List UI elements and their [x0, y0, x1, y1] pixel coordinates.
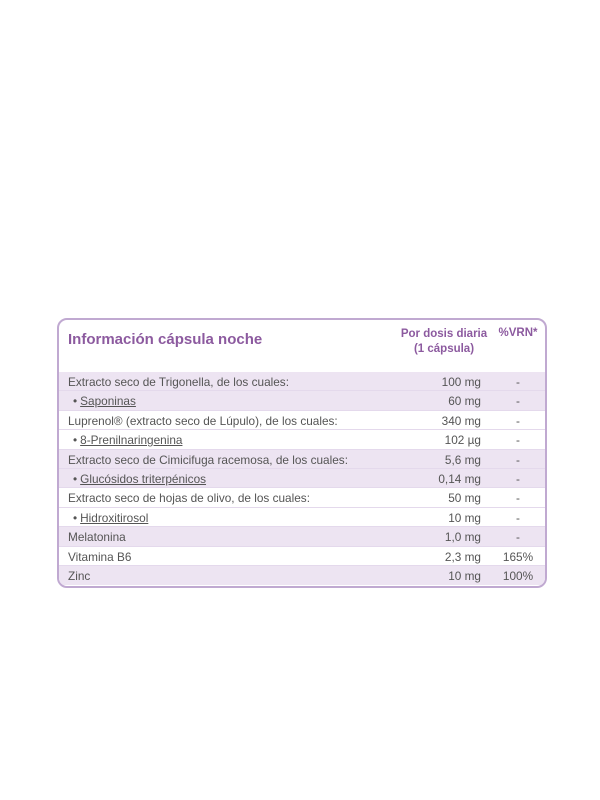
bullet-icon: •	[73, 510, 78, 525]
row-vrn: -	[516, 433, 520, 448]
table-row	[59, 508, 545, 527]
row-amount: 2,3 mg	[444, 549, 481, 564]
row-name-text: Saponinas	[80, 394, 136, 409]
row-name	[73, 472, 206, 486]
row-name-text: Glucósidos triterpénicos	[80, 471, 207, 486]
dose-header-line1: Por dosis diaria	[400, 328, 488, 340]
row-amount: 0,14 mg	[438, 471, 481, 486]
row-name: Extracto seco de Cimicifuga racemosa, de los cuales:	[68, 452, 348, 467]
vrn-header: %VRN*	[498, 327, 538, 339]
row-amount: 5,6 mg	[444, 452, 481, 467]
dose-header	[393, 327, 495, 357]
row-amount: 60 mg	[448, 394, 481, 409]
row-vrn: -	[516, 530, 520, 545]
table-row	[59, 566, 545, 585]
row-name: Luprenol® (extracto seco de Lúpulo), de los cuales:	[68, 413, 338, 428]
row-name: Zinc	[68, 568, 91, 583]
bullet-icon: •	[73, 471, 78, 486]
row-amount: 340 mg	[441, 413, 481, 428]
table-row	[59, 411, 545, 430]
row-name: Melatonina	[68, 530, 126, 545]
row-amount: 50 mg	[448, 491, 481, 506]
row-vrn: -	[516, 491, 520, 506]
table-title: Información cápsula noche	[68, 331, 263, 348]
table-row	[59, 527, 545, 546]
row-vrn: -	[516, 471, 520, 486]
table-row	[59, 488, 545, 507]
table-row	[59, 372, 545, 391]
row-amount: 100 mg	[441, 375, 481, 389]
row-amount: 1,0 mg	[444, 530, 481, 545]
dose-header-line2: (1 cápsula)	[413, 343, 475, 355]
table-body	[59, 372, 545, 585]
bullet-icon: •	[73, 433, 78, 448]
row-name	[73, 511, 148, 525]
table-header	[59, 320, 545, 374]
row-vrn: -	[516, 452, 520, 467]
row-name-text: 8-Prenilnaringenina	[80, 433, 183, 448]
table-row	[59, 469, 545, 488]
table-row	[59, 547, 545, 566]
row-name-text: Hidroxitirosol	[80, 510, 149, 525]
nutrition-table	[57, 318, 547, 588]
row-vrn: -	[516, 413, 520, 428]
row-name	[73, 433, 182, 447]
row-amount: 10 mg	[448, 568, 481, 583]
row-amount: 102 µg	[444, 433, 481, 448]
row-vrn: 165%	[502, 549, 534, 564]
bullet-icon: •	[73, 394, 78, 409]
row-vrn: 100%	[502, 568, 534, 583]
table-row	[59, 391, 545, 410]
row-vrn: -	[516, 394, 520, 409]
row-name	[73, 394, 136, 408]
row-name: Extracto seco de Trigonella, de los cuales:	[68, 375, 289, 389]
row-amount: 10 mg	[448, 510, 481, 525]
row-vrn: -	[516, 510, 520, 525]
table-row	[59, 430, 545, 449]
row-vrn: -	[516, 375, 520, 389]
row-name: Extracto seco de hojas de olivo, de los cuales:	[68, 491, 310, 506]
row-name: Vitamina B6	[68, 549, 132, 564]
table-row	[59, 450, 545, 469]
